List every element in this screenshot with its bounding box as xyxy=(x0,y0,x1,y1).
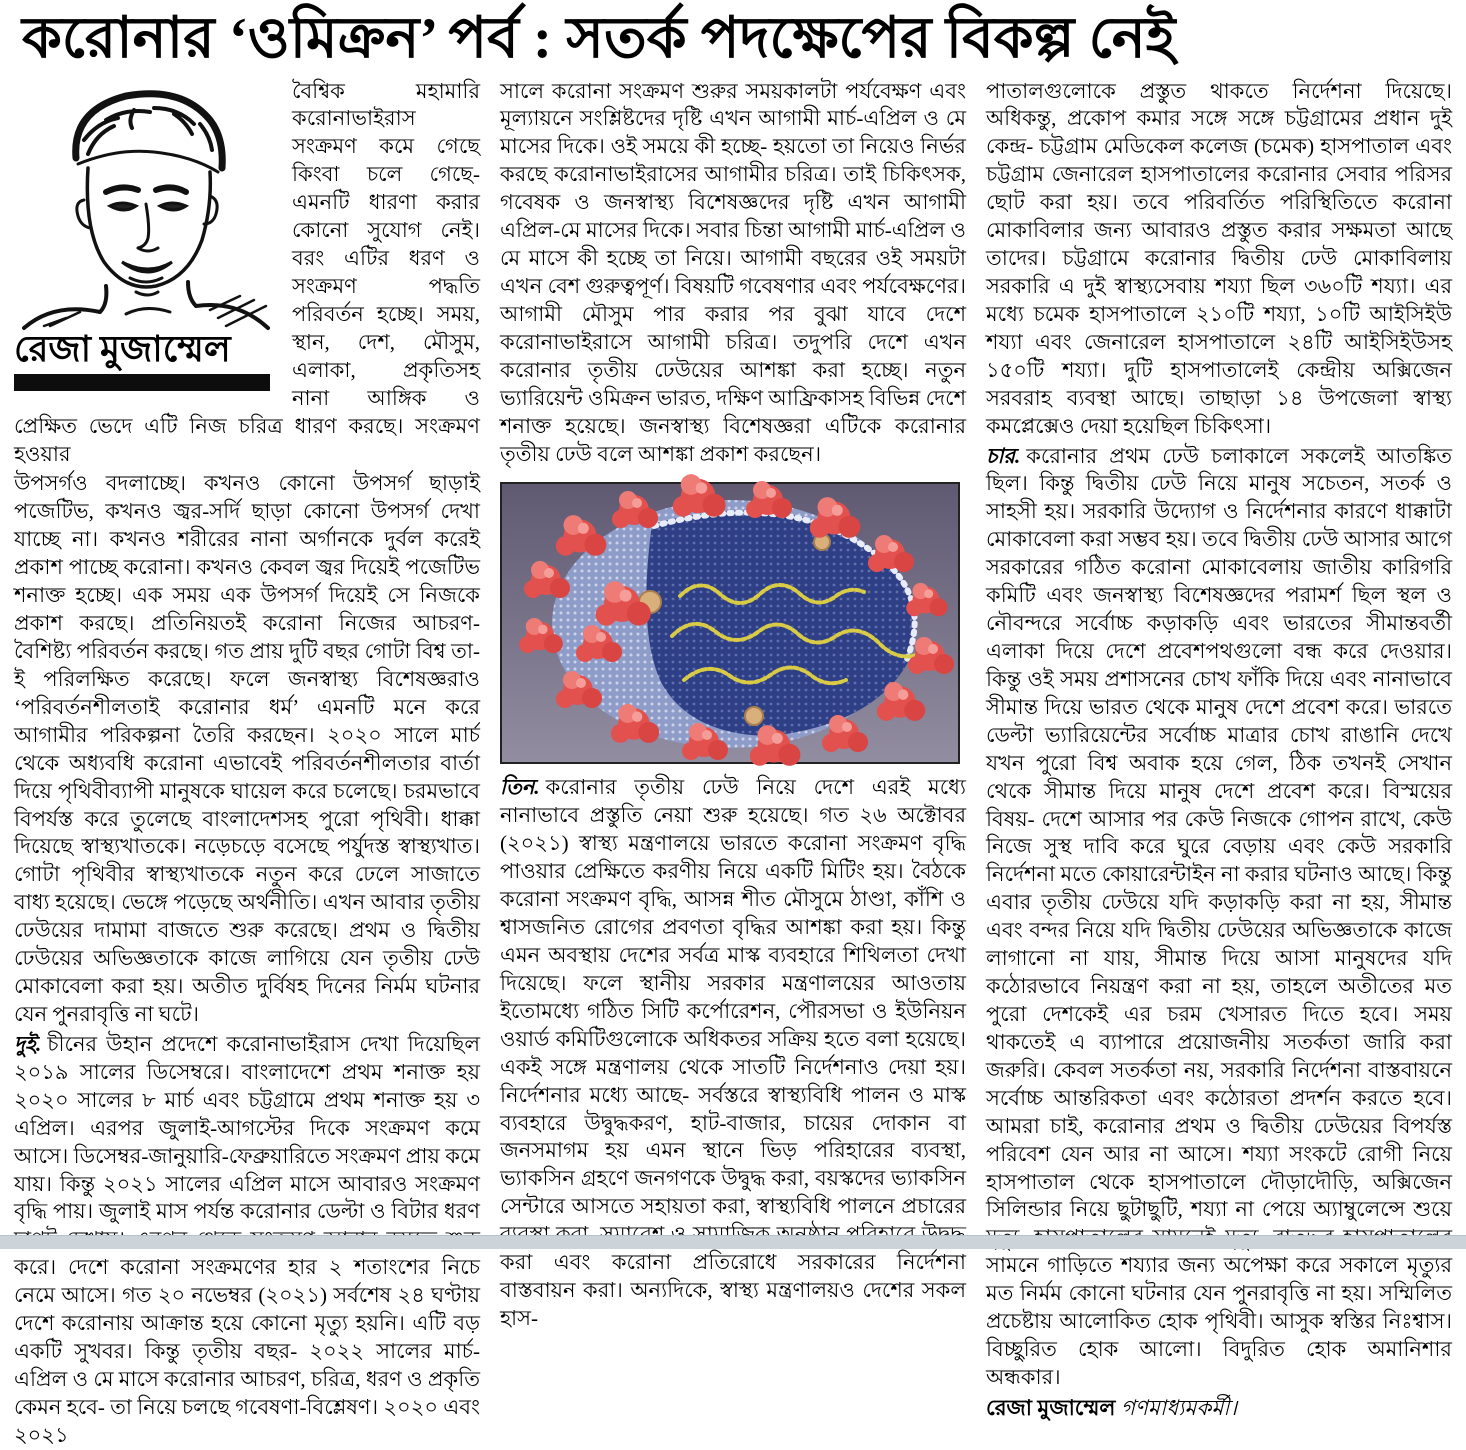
article-paragraph-continuation: সালে করোনা সংক্রমণ শুরুর সময়কালটা পর্যবেক্ষণ এবং মূল্যায়নে সংশ্লিষ্টদের দৃষ্টি এখন আগামী মার্চ-এপ্রিল ও মে মাসের দিকে। ওই সময়ে কী হচ্ছে- হয়তো তা নিয়েও নির্ভর করছে করোনাভাইরাসের আগামীর চরিত্র। তাই চিকিৎসক, গবেষক ও জনস্বাস্থ্য বিশেষজ্ঞদের দৃষ্টি এখন আগামী এপ্রিল-মে মাসের দিকে। সবার চিন্তা আগামী মার্চ-এপ্রিল ও মে মাসে কী হচ্ছে তা নিয়ে। আগামী বছরের ওই সময়টা এখন বেশ গুরুত্বপূর্ণ। বিষয়টি গবেষণার এবং পর্যবেক্ষণের। আগামী মৌসুম পার করার পর বুঝা যাবে দেশে করোনাভাইরাসে আগামী চরিত্র। তদুপরি দেশে এখন করোনার তৃতীয় ঢেউয়ের আশঙ্কা করা হচ্ছে। নতুন ভ্যারিয়েন্ট ওমিক্রন ভারত, দক্ষিণ আফ্রিকাসহ বিভিন্ন দেশে শনাক্ত হয়েছে। জনস্বাস্থ্য বিশেষজ্ঞরা এটিকে করোনার তৃতীয় ঢেউ বলে আশঙ্কা প্রকাশ করছেন। xyxy=(500,78,966,466)
page-bottom-edge xyxy=(0,1235,1466,1249)
author-portrait xyxy=(14,80,278,328)
signature-author: রেজা মুজাম্মেল xyxy=(986,1395,1116,1420)
article-paragraph-three xyxy=(500,774,966,1332)
column-left xyxy=(14,78,480,1447)
section-label-three: তিন. xyxy=(500,775,540,800)
section-label-four: চার. xyxy=(986,443,1021,468)
section-label-two: দুই. xyxy=(14,1031,42,1056)
intro-paragraph: বৈশ্বিক মহামারি করোনাভাইরাস সংক্রমণ কমে গেছে কিংবা চলে গেছে- এমনটি ধারণা করার কোনো সুযোগ নেই। বরং এটির ধরণ ও সংক্রমণ পদ্ধতি পরিবর্তন হচ্ছে। সময়, স্থান, দেশ, মৌসুম, এলাকা, প্রকৃতিসহ নানা আঙ্গিক ও প্রেক্ষিত ভেদে এটি নিজ চরিত্র ধারণ করছে। সংক্রমণ হওয়ার xyxy=(14,78,480,466)
paragraph-three-text: করোনার তৃতীয় ঢেউ নিয়ে দেশে এরই মধ্যে নানাভাবে প্রস্তুতি নেয়া শুরু হয়েছে। গত ২৬ অক্টোবর (২০২১) স্বাস্থ্য মন্ত্রণালয়ে ভারতে করোনা সংক্রমণ বৃদ্ধি পাওয়ার প্রেক্ষিতে করণীয় নিয়ে একটি মিটিং হয়। বৈঠকে করোনা সংক্রমণ বৃদ্ধি, আসন্ন শীত মৌসুমে ঠাণ্ডা, কাঁশি ও শ্বাসজনিত রোগের প্রবণতা বৃদ্ধির আশঙ্কা করা হয়। কিন্তু এমন অবস্থায় দেশের সর্বত্র মাস্ক ব্যবহারে শিথিলতা দেখা দিয়েছে। ফলে স্থানীয় সরকার মন্ত্রণালয়ের আওতায় ইতোমধ্যে গঠিত সিটি কর্পোরেশন, পৌরসভা ও ইউনিয়ন ওয়ার্ড কমিটিগুলোকে অধিকতর সক্রিয় হতে বলা হয়েছে। একই সঙ্গে মন্ত্রণালয় থেকে সাতটি নির্দেশনাও দেয়া হয়। নির্দেশনার মধ্যে আছে- সর্বস্তরে স্বাস্থ্যবিধি পালন ও মাস্ক ব্যবহারে উদ্বুদ্ধকরণ, হাট-বাজার, চায়ের দোকান বা জনসমাগম হয় এমন স্থানে ভিড় পরিহারের ব্যবস্থা, ভ্যাকসিন গ্রহণে জনগণকে উদ্বুদ্ধ করা, বয়স্কদের ভ্যাকসিন সেন্টারে আসতে সহায়তা করা, স্বাস্থ্যবিধি পালনে প্রচারের করা এবং করোনা প্রতিরোধে সরকারের নির্দেশনা বাস্তবায়ন করা। অন্যদিকে, স্বাস্থ্য মন্ত্রণালয়ও দেশের সকল হাস- xyxy=(500,775,966,1330)
article-paragraph-four xyxy=(986,443,1452,1392)
author-name: রেজা মুজাম্মেল xyxy=(14,328,231,369)
article-paragraph-one: উপসর্গও বদলাচ্ছে। কখনও কোনো উপসর্গ ছাড়াই পজেটিভ, কখনও জ্বর-সর্দি ছাড়া কোনো উপসর্গ দেখা যাচ্ছে না। কখনও শরীরের নানা অর্গানকে দুর্বল করেই প্রকাশ পাচ্ছে করোনা। কখনও কেবল জ্বর দিয়েই পজেটিভ শনাক্ত হচ্ছে। এক সময় এক উপসর্গ দিয়েই সে নিজকে প্রকাশ করছে। প্রতিনিয়তই করোনা নিজের আচরণ-বৈশিষ্ট্য পরিবর্তন করছে। গত প্রায় দুটি বছর গোটা বিশ্ব তা-ই পরিলক্ষিত করেছে। ফলে জনস্বাস্থ্য বিশেষজ্ঞরাও ‘পরিবর্তনশীলতাই করোনার ধর্ম’ এমনটি মনে করে আগামীর পরিকল্পনা তৈরি করছেন। ২০২০ সালে মার্চ থেকে অধ্যবধি করোনা এভাবেই পরিবর্তনশীলতার বার্তা দিয়ে পৃথিবীব্যাপী মানুষকে ঘায়েল করে চলেছে। চরমভাবে বিপর্যস্ত করে তুলেছে বাংলাদেশসহ পুরো পৃথিবী। ধাক্কা দিয়েছে স্বাস্থ্যখাতকে। নড়েচড়ে বসেছে পর্যুদস্ত স্বাস্থ্যখাত। গোটা পৃথিবীর স্বাস্থ্যখাতকে নতুন করে ঢেলে সাজাতে বাধ্য হয়েছে। ভেঙ্গে পড়েছে অর্থনীতি। এখন আবার তৃতীয় ঢেউয়ের দামামা বাজতে শুরু করেছে। প্রথম ও দ্বিতীয় ঢেউয়ের অভিজ্ঞতাকে কাজে লাগিয়ে যেন তৃতীয় ঢেউ মোকাবেলা করা হয়। অতীত দুর্বিষহ দিনের নির্মম ঘটনার যেন পুনরাবৃত্তি না ঘটে। xyxy=(14,471,480,1026)
signature xyxy=(986,1394,1452,1423)
article-columns xyxy=(0,74,1466,1447)
paragraph-two-text: চীনের উহান প্রদেশে করোনাভাইরাস দেখা দিয়েছিল ২০১৯ সালের ডিসেম্বরে। বাংলাদেশে প্রথম শনাক্ত হয় ২০২০ সালের ৮ মার্চ এবং চট্টগ্রামে প্রথম শনাক্ত হয় ৩ এপ্রিল। এরপর জুলাই-আগস্টের দিকে সংক্রমণ কমে আসে। ডিসেম্বর-জানুয়ারি-ফেব্রুয়ারিতে সংক্রমণ প্রায় কমে যায়। কিন্তু ২০২১ সালের এপ্রিল মাসে আবারও সংক্রমণ বৃদ্ধি পায়। জুলাই মাস পর্যন্ত করোনার ডেল্টা ও বিটার ধরণ করে। দেশে করোনা সংক্রমণের হার ২ শতাংশের নিচে নেমে আসে। গত ২০ নভেম্বর (২০২১) সর্বশেষ ২৪ ঘণ্টায় দেশে করোনায় আক্রান্ত হয়ে কোনো মৃত্যু হয়নি। এটি বড় একটি সুখবর। কিন্তু তৃতীয় বছর- ২০২২ সালের মার্চ-এপ্রিল ও মে মাসে করোনার আচরণ, চরিত্র, ধরণ ও প্রকৃতি কেমন হবে- তা নিয়ে চলছে গবেষণা-বিশ্লেষণ। ২০২০ এবং ২০২১ xyxy=(14,1031,480,1447)
column-right xyxy=(986,78,1452,1420)
article-paragraph-continuation: পাতালগুলোকে প্রস্তুত থাকতে নির্দেশনা দিয়েছে। অধিকন্তু, প্রকোপ কমার সঙ্গে সঙ্গে চট্টগ্রামের প্রধান দুই কেন্দ্র- চট্টগ্রাম মেডিকেল কলেজ (চমেক) হাসপাতাল এবং চট্টগ্রাম জেনারেল হাসপাতালের করোনার সেবার পরিসর ছোট করা হয়। তবে পরিবর্তিত পরিস্থিতিতে করোনা মোকাবিলার জন্য আবারও প্রস্তুত করার সক্ষমতা আছে তাদের। চট্টগ্রামে করোনার দ্বিতীয় ঢেউ মোকাবিলায় সরকারি এ দুই স্বাস্থ্যসেবায় শয্যা ছিল ৩৬০টি শয্যা। এর মধ্যে চমেক হাসপাতালে ২১০টি শয্যা, ১০টি আইসিইউ শয্যা এবং জেনারেল হাসপাতালে ২৪টি আইসিইউসহ ১৫০টি শয্যা। দুটি হাসপাতালেই কেন্দ্রীয় অক্সিজেন সরবরাহ ব্যবস্থা আছে। তাছাড়া ১৪ উপজেলা স্বাস্থ্য কমপ্লেক্সেও দেয়া হয়েছিল চিকিৎসা। xyxy=(986,78,1452,438)
column-middle xyxy=(500,78,966,1330)
paragraph-four-text: করোনার প্রথম ঢেউ চলাকালে সকলেই আতঙ্কিত ছিল। কিন্তু দ্বিতীয় ঢেউ নিয়ে মানুষ সচেতন, সতর্ক ও সাহসী হয়। সরকারি উদ্যোগ ও নির্দেশনার কারণে ধাক্কাটা মোকাবেলা করা সম্ভব হয়। তবে দ্বিতীয় ঢেউ আসার আগে সরকারের গঠিত করোনা মোকাবেলায় জাতীয় কারিগরি কমিটি এবং জনস্বাস্থ্য বিশেষজ্ঞদের পরামর্শ ছিল স্থল ও নৌবন্দরে সর্বোচ্চ কড়াকড়ি এবং ভারতের সীমান্তবর্তী এলাকা দিয়ে দেশে প্রবেশপথগুলো বন্ধ করে দেওয়ার। কিন্তু ওই সময় প্রশাসনের চোখ ফাঁকি দিয়ে এবং নানাভাবে সীমান্ত দিয়ে ভারত থেকে মানুষ দেশে প্রবেশ করে। ভারতে ডেল্টা ভ্যারিয়েন্টের সর্বোচ্চ মাত্রার চোখ রাঙানি দেখে যখন পুরো বিশ্ব অবাক হয়ে গেল, ঠিক তখনই সেখান থেকে সীমান্ত দিয়ে মানুষ দেশে প্রবেশ করে। বিস্ময়ের বিষয়- দেশে আসার পর কেউ নিজকে গোপন রাখে, কেউ নিজে সুস্থ দাবি করে ঘুরে বেড়ায় এবং কেউ সরকারি নির্দেশনা মতে কোয়ারেন্টাইন না করার ঘটনাও আছে। কিন্তু এবার তৃতীয় ঢেউয়ে যদি কড়াকড়ি করা না হয়, সীমান্ত এবং বন্দর নিয়ে যদি দ্বিতীয় ঢেউয়ের অভিজ্ঞতাকে কাজে লাগানো না যায়, সীমান্ত দিয়ে আসা মানুষদের যদি কঠোরভাবে নিয়ন্ত্রণ করা না হয়, তাহলে অতীতের মত পুরো দেশকেই এর চরম খেসারত দিতে হবে। সময় থাকতেই এ ব্যাপারে প্রয়োজনীয় সতর্কতা জারি করা জরুরি। কেবল সতর্কতা নয়, সরকারি নির্দেশনা বাস্তবায়নে সর্বোচ্চ আন্তরিকতা এবং কঠোরতা প্রদর্শন করতে হবে। আমরা চাই, করোনার প্রথম ও দ্বিতীয় ঢেউয়ের বিপর্যস্ত পরিবেশ যেন আর না আসে। শয্যা সংকটে রোগী নিয়ে হাসপাতাল থেকে হাসপাতালে দৌড়াদৌড়ি, অক্সিজেন সিলিন্ডার নিয়ে ছুটাছুটি, শয্যা না পেয়ে অ্যাম্বুলেন্সে শুয়ে সামনে গাড়িতে শয্যার জন্য অপেক্ষা করে সকালে মৃত্যুর মত নির্মম কোনো ঘটনার যেন পুনরাবৃত্তি না হয়। সম্মিলিত প্রচেষ্টায় আলোকিত হোক পৃথিবী। আসুক স্বস্তির নিঃশ্বাস। বিচ্ছুরিত হোক আলো। বিদুরিত হোক অমানিশার অন্ধকার। xyxy=(986,443,1452,1389)
author-block xyxy=(14,80,278,392)
headline: করোনার ‘ওমিক্রন’ পর্ব : সতর্ক পদক্ষেপের বিকল্প নেই xyxy=(22,7,1176,70)
author-name-underline xyxy=(14,374,270,391)
virus-image xyxy=(500,482,966,764)
signature-role: গণমাধ্যমকর্মী। xyxy=(1120,1395,1238,1420)
